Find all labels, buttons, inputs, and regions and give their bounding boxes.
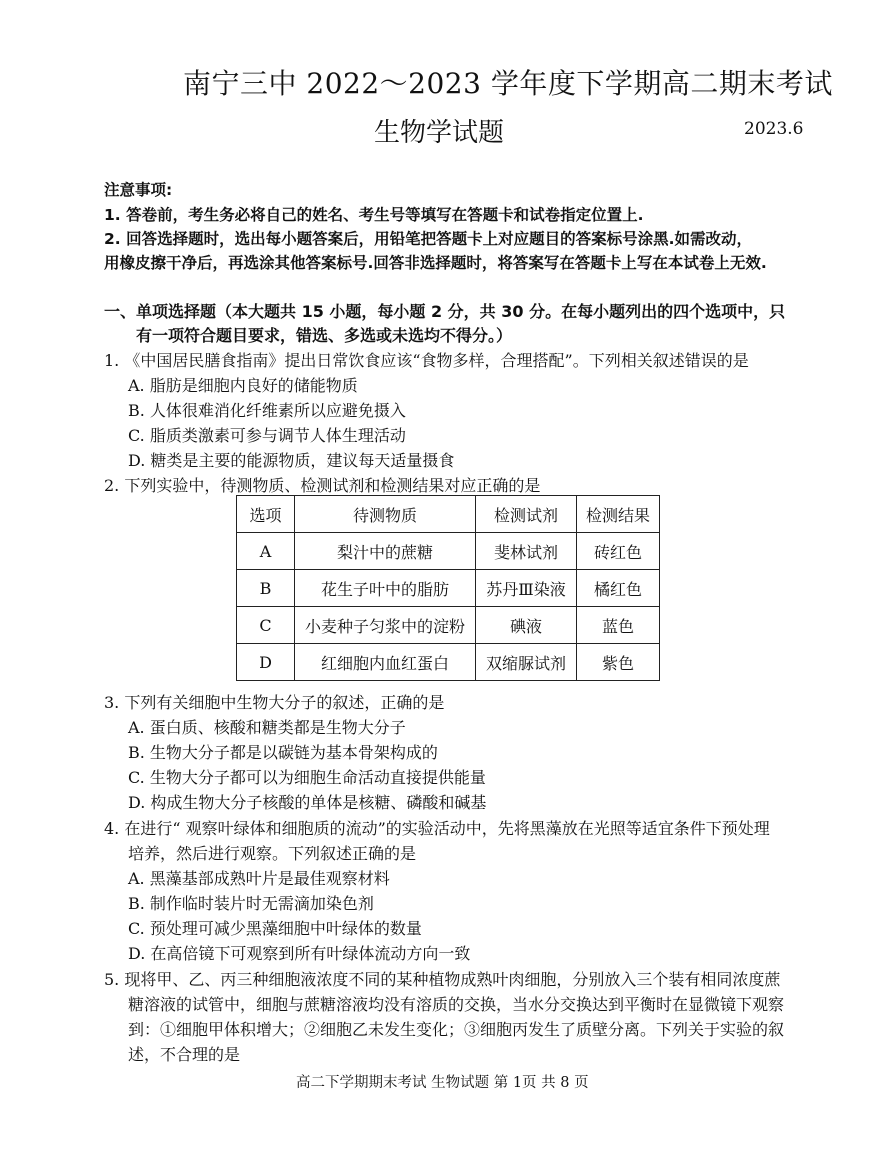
question-4-option-b: B. 制作临时装片时无需滴加染色剂 [128, 894, 374, 913]
question-3-stem: 3. 下列有关细胞中生物大分子的叙述，正确的是 [104, 693, 445, 712]
exam-title: 南宁三中 2022～2023 学年度下学期高二期末考试 [183, 67, 833, 100]
table-cell: 小麦种子匀浆中的淀粉 [295, 607, 476, 644]
question-1-option-d: D. 糖类是主要的能源物质，建议每天适量摄食 [128, 451, 455, 470]
question-1-option-a: A. 脂肪是细胞内良好的储能物质 [128, 376, 358, 395]
question-3-option-c: C. 生物大分子都可以为细胞生命活动直接提供能量 [128, 768, 486, 787]
notice-line-1: 1. 答卷前，考生务必将自己的姓名、考生号等填写在答题卡和试卷指定位置上. [104, 206, 644, 224]
table-cell: A [237, 533, 295, 570]
table-row [237, 570, 660, 607]
table-row [237, 533, 660, 570]
table-cell: D [237, 644, 295, 681]
question-5-stem-line-2: 糖溶液的试管中，细胞与蔗糖溶液均没有溶质的交换，当水分交换达到平衡时在显微镜下观察 [128, 995, 785, 1014]
question-2-table [236, 495, 660, 681]
question-4-option-d: D. 在高倍镜下可观察到所有叶绿体流动方向一致 [128, 944, 471, 963]
table-cell: C [237, 607, 295, 644]
notice-line-3: 用橡皮擦干净后，再选涂其他答案标号.回答非选择题时，将答案写在答题卡上写在本试卷上无效. [104, 254, 767, 272]
table-cell: 橘红色 [577, 570, 660, 607]
exam-subject: 生物学试题 [374, 118, 505, 148]
question-1-option-c: C. 脂质类激素可参与调节人体生理活动 [128, 426, 406, 445]
table-header-row [237, 496, 660, 533]
table-cell: 斐林试剂 [476, 533, 577, 570]
table-cell: B [237, 570, 295, 607]
notice-heading: 注意事项: [104, 181, 173, 199]
exam-date: 2023.6 [744, 119, 804, 139]
question-4-stem-line-2: 培养，然后进行观察。下列叙述正确的是 [128, 844, 417, 863]
table-cell: 苏丹Ⅲ染液 [476, 570, 577, 607]
table-cell: 双缩脲试剂 [476, 644, 577, 681]
table-cell: 蓝色 [577, 607, 660, 644]
section-heading-line-1: 一、单项选择题（本大题共 15 小题，每小题 2 分，共 30 分。在每小题列出的四个选项中，只 [104, 302, 786, 321]
table-header-cell: 检测试剂 [476, 496, 577, 533]
table-header-cell: 待测物质 [295, 496, 476, 533]
notice-line-2: 2. 回答选择题时，选出每小题答案后，用铅笔把答题卡上对应题目的答案标号涂黑.如需改动， [104, 230, 752, 248]
table-header-cell: 检测结果 [577, 496, 660, 533]
question-5-stem-line-1: 5. 现将甲、乙、丙三种细胞液浓度不同的某种植物成熟叶肉细胞，分别放入三个装有相同浓度蔗 [104, 970, 781, 989]
table-cell: 碘液 [476, 607, 577, 644]
question-1-option-b: B. 人体很难消化纤维素所以应避免摄入 [128, 401, 406, 420]
question-5-stem-line-3: 到：①细胞甲体积增大；②细胞乙未发生变化；③细胞丙发生了质壁分离。下列关于实验的叙 [128, 1020, 785, 1039]
table-header-cell: 选项 [237, 496, 295, 533]
table-cell: 紫色 [577, 644, 660, 681]
question-4-stem-line-1: 4. 在进行“ 观察叶绿体和细胞质的流动”的实验活动中，先将黑藻放在光照等适宜条件下预处理 [104, 819, 770, 838]
table-cell: 梨汁中的蔗糖 [295, 533, 476, 570]
table-cell: 花生子叶中的脂肪 [295, 570, 476, 607]
table-cell: 砖红色 [577, 533, 660, 570]
question-4-option-c: C. 预处理可减少黑藻细胞中叶绿体的数量 [128, 919, 422, 938]
question-2-stem: 2. 下列实验中，待测物质、检测试剂和检测结果对应正确的是 [104, 476, 541, 495]
question-5-stem-line-4: 述，不合理的是 [128, 1045, 241, 1064]
table-row [237, 607, 660, 644]
question-3-option-d: D. 构成生物大分子核酸的单体是核糖、磷酸和碱基 [128, 793, 487, 812]
table-row [237, 644, 660, 681]
table-cell: 红细胞内血红蛋白 [295, 644, 476, 681]
question-3-option-a: A. 蛋白质、核酸和糖类都是生物大分子 [128, 718, 406, 737]
question-4-option-a: A. 黑藻基部成熟叶片是最佳观察材料 [128, 869, 390, 888]
question-3-option-b: B. 生物大分子都是以碳链为基本骨架构成的 [128, 743, 438, 762]
section-heading-line-2: 有一项符合题目要求，错选、多选或未选均不得分。） [136, 326, 513, 345]
question-1-stem: 1. 《中国居民膳食指南》提出日常饮食应该“食物多样，合理搭配”。下列相关叙述错误的是 [104, 351, 749, 370]
page-footer: 高二下学期期末考试 生物试题 第 1页 共 8 页 [296, 1075, 589, 1091]
